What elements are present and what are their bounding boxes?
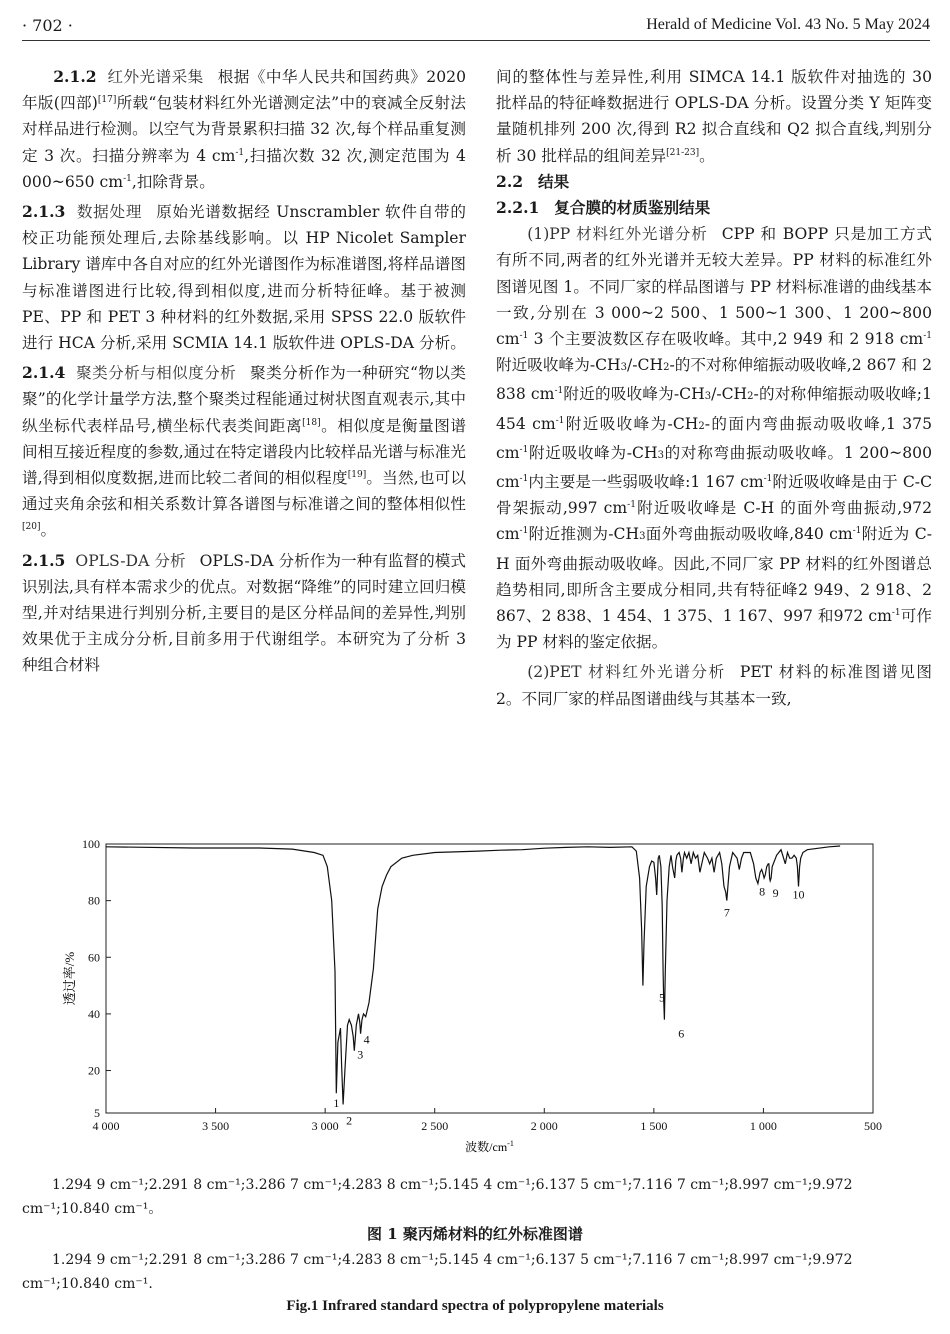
section-number: 2.1.5: [22, 550, 66, 570]
subscript: 2: [698, 420, 705, 432]
superscript: -1: [235, 147, 245, 158]
section-2-1-5: [22, 548, 466, 679]
citation: [18]: [302, 417, 321, 428]
paragraph-text: 附近吸收峰为-CH: [528, 443, 658, 462]
superscript: -1: [923, 331, 932, 342]
left-column: [22, 64, 466, 679]
x-tick-label: 1 500: [640, 1119, 668, 1133]
paragraph-text: 内主要是一些弱吸收峰:1 167 cm: [528, 473, 764, 492]
paragraph-text: 。: [699, 146, 715, 165]
section-title: 数据处理: [76, 203, 143, 222]
paragraph-text: 。: [40, 521, 57, 540]
x-axis-label: 波数$/cm^{-1}$: [465, 1139, 514, 1154]
section-title: 红外光谱采集: [107, 68, 204, 86]
paragraph-text: 所载“包装材料红外光谱测定法”中的衰减全反射法对样品进行检测。以空气为背景累积扫描 32 次,每个样品重复测定 3 次。扫描分辨率为 4 cm: [22, 94, 466, 165]
y-tick-label: 5: [94, 1106, 100, 1120]
paragraph-text: 附近吸收峰为-CH: [564, 414, 699, 433]
peak-label-2: 2: [346, 1113, 353, 1128]
y-tick-label: 20: [88, 1063, 100, 1078]
ir-spectrum-chart: [22, 826, 932, 1160]
peak-label-5: 5: [658, 990, 665, 1005]
citation: [20]: [22, 522, 41, 533]
paragraph-text: ,扫描次数 32 次,测定范围为 4 000~650 cm: [22, 146, 466, 191]
header-rule: [22, 40, 930, 41]
x-tick-label: 3 000: [311, 1119, 339, 1133]
paragraph-continued: [496, 64, 932, 169]
journal-info: Herald of Medicine Vol. 43 No. 5 May 2024: [646, 16, 930, 33]
superscript: -1: [554, 386, 564, 397]
superscript: -1: [555, 415, 565, 426]
section-2-2: [496, 169, 932, 195]
y-tick-label: 80: [88, 893, 100, 908]
x-tick-label: 500: [864, 1119, 882, 1133]
paragraph-text: 附近的吸收峰为-CH: [563, 385, 705, 404]
page-number: · 702 ·: [22, 16, 73, 35]
spectrum-line: [106, 846, 840, 1105]
running-header: [22, 12, 930, 36]
peak-label-3: 3: [357, 1047, 364, 1062]
paragraph-text: 根据《中华人民共和国药典》2020 年版(四部): [22, 68, 466, 113]
paragraph-text: 附近吸收峰是 C-H 的面外弯曲振动,972 cm: [496, 499, 932, 544]
subscript: 2: [663, 362, 670, 374]
figure-1-peak-list-en: 1.294 9 cm⁻¹;2.291 8 cm⁻¹;3.286 7 cm⁻¹;4.283 8 cm⁻¹;5.145 4 cm⁻¹;6.137 5 cm⁻¹;7.116 7 cm⁻¹;8.997 cm⁻¹;9.972 cm⁻¹;10.840 cm⁻¹.: [22, 1252, 853, 1292]
section-2-1-3: [22, 199, 466, 356]
section-title: OPLS-DA 分析: [75, 551, 186, 570]
y-tick-label: 100: [82, 837, 100, 851]
superscript: -1: [519, 444, 529, 455]
peak-label-8: 8: [759, 884, 766, 899]
subscript: 3: [704, 391, 712, 403]
section-2-2-1: [496, 195, 932, 221]
y-tick-label: 40: [88, 1006, 100, 1021]
section-title: 结果: [538, 171, 570, 191]
superscript: -1: [627, 500, 636, 511]
superscript: -1: [519, 331, 529, 342]
section-number: 2.1.3: [22, 202, 66, 222]
x-tick-label: 2 000: [530, 1119, 558, 1133]
paragraph-text: 原始光谱数据经 Unscrambler 软件自带的校正功能预处理后,去除基线影响。以 HP Nicolet Sampler Library 谱库中各自对应的红外光谱图作为标准谱图,将样品谱图与标准谱图进行比较,得到相似度,进而分析特征峰。基于被测 PE、PP 和 PET 3 种材料的红外数据,采用 SPSS 22.0 版软件进行 HCA 分析,采用 SCMIA 14.1 版软件进 OPLS-DA 分析。: [22, 203, 466, 353]
paragraph-text: 面外弯曲振动吸收峰,840 cm: [645, 525, 853, 544]
paragraph-text: 附近吸收峰为-CH: [496, 356, 621, 375]
paragraph-text: /-CH: [711, 385, 748, 404]
superscript: -1: [123, 173, 132, 184]
section-number: 2.1.2: [53, 67, 97, 86]
citation: [19]: [347, 470, 367, 481]
paragraph-text: 。当然,也可以通过夹角余弦和相关系数计算各谱图与标准谱之间的整体相似性: [22, 469, 466, 514]
superscript: -1: [852, 526, 862, 537]
x-tick-label: 4 000: [92, 1119, 120, 1133]
paragraph-text: -的面内弯曲振动吸收峰,1 375 cm: [496, 414, 932, 462]
paragraph-text: 3 个主要波数区存在吸收峰。其中,2 949 和 2 918 cm: [533, 330, 924, 349]
figure-1-title-cn: 图 1 聚丙烯材料的红外标准图谱: [367, 1225, 583, 1243]
paragraph-text: 附近吸收峰是由于 C-C 骨架振动,997 cm: [496, 473, 933, 518]
subsection-title: (2)PET 材料红外光谱分析: [527, 663, 726, 682]
paragraph-text: 聚类分析作为一种研究“物以类聚”的化学计量学方法,整个聚类过程能通过树状图直观表示,其中纵坐标代表样品号,横坐标代表类间距离: [22, 364, 466, 435]
y-tick-label: 60: [88, 950, 100, 965]
superscript: -1: [763, 474, 773, 485]
paragraph-text: CPP 和 BOPP 只是加工方式有所不同,两者的红外光谱并无较大差异。PP 材料的标准红外图谱见图 1。不同厂家的样品图谱与 PP 材料标准谱的曲线基本一致,分别在 3 000~2 500、1 500~1 300、1 200~800 cm: [496, 225, 932, 349]
section-number: 2.1.4: [22, 363, 66, 383]
superscript: -1: [519, 474, 529, 485]
subscript: 3: [639, 531, 646, 543]
paragraph-text: 的对称弯曲振动吸收峰。1 200~800 cm: [496, 443, 932, 492]
paragraph-text: PET 材料的标准图谱见图 2。不同厂家的样品图谱曲线与其基本一致,: [496, 663, 932, 708]
right-column: [496, 64, 932, 712]
paragraph-text: -的不对称伸缩振动吸收峰,2 867 和 2 838 cm: [496, 356, 932, 404]
figure-1: [22, 826, 932, 1160]
figure-1-title-en: Fig.1 Infrared standard spectra of polypropylene materials: [286, 1298, 664, 1314]
section-number: 2.2.1: [496, 198, 540, 218]
x-tick-label: 3 500: [202, 1119, 230, 1133]
y-axis-label: 透过率/%: [62, 951, 77, 1006]
peak-label-1: 1: [333, 1096, 340, 1111]
superscript: -1: [891, 608, 901, 619]
section-title: 复合膜的材质鉴别结果: [554, 198, 711, 218]
citation: [21-23]: [666, 147, 700, 158]
peak-label-9: 9: [772, 885, 779, 900]
pet-analysis-paragraph: [496, 659, 932, 711]
x-tick-label: 1 000: [749, 1119, 777, 1133]
section-number: 2.2: [496, 171, 524, 191]
peak-labels: [333, 885, 804, 1128]
pp-analysis-paragraph: [496, 221, 932, 655]
paragraph-text: 附近推测为-CH: [528, 525, 640, 544]
paragraph-text: OPLS-DA 分析作为一种有监督的模式识别法,具有样本需求少的优点。对数据“降维”的同时建立回归模型,并对结果进行判别分析,主要目的是区分样品间的差异性,判别效果优于主成分分析,目前多用于代谢组学。本研究为了分析 3 种组合材料: [22, 551, 466, 675]
citation: [17]: [97, 95, 117, 106]
peak-label-7: 7: [723, 905, 730, 920]
subscript: 2: [747, 391, 754, 403]
peak-label-10: 10: [792, 887, 805, 902]
subscript: 3: [657, 449, 664, 461]
paragraph-text: 可作为 PP 材料的鉴定依据。: [496, 607, 932, 652]
paragraph-text: /-CH: [627, 356, 664, 375]
paragraph-text: -的对称伸缩振动吸收峰;1 454 cm: [496, 385, 932, 433]
x-tick-label: 2 500: [421, 1119, 449, 1133]
subsection-title: (1)PP 材料红外光谱分析: [527, 225, 708, 244]
peak-label-6: 6: [678, 1026, 685, 1041]
paragraph-text: 间的整体性与差异性,利用 SIMCA 14.1 版软件对抽选的 30 批样品的特征峰数据进行 OPLS-DA 分析。设置分类 Y 矩阵变量随机排列 200 次,得到 R2 拟合直线和 Q2 拟合直线,判别分析 30 批样品的组间差异: [496, 68, 932, 165]
superscript: -1: [519, 526, 529, 537]
peak-label-4: 4: [363, 1032, 370, 1047]
section-title: 聚类分析与相似度分析: [76, 364, 237, 383]
figure-1-peak-list-cn: 1.294 9 cm⁻¹;2.291 8 cm⁻¹;3.286 7 cm⁻¹;4.283 8 cm⁻¹;5.145 4 cm⁻¹;6.137 5 cm⁻¹;7.116 7 cm⁻¹;8.997 cm⁻¹;9.972 cm⁻¹;10.840 cm⁻¹。: [22, 1177, 853, 1217]
section-2-1-4: [22, 360, 466, 543]
paragraph-text: ,扣除背景。: [131, 172, 215, 191]
paragraph-text: 。相似度是衡量图谱间相互接近程度的参数,通过在特定谱段内比较样品光谱与标准光谱,得到相似度数据,进而比较二者间的相似程度: [22, 416, 466, 488]
chart-axes: [82, 837, 882, 1133]
paragraph-text: 附近为 C-H 面外弯曲振动吸收峰。因此,不同厂家 PP 材料的红外图谱总趋势相同,即所含主要成分相同,共有特征峰2 949、2 918、2 867、2 838、1 454、1 375、1 167、997 和972 cm: [496, 525, 932, 626]
section-2-1-2: [22, 64, 466, 195]
subscript: 3: [620, 362, 628, 374]
